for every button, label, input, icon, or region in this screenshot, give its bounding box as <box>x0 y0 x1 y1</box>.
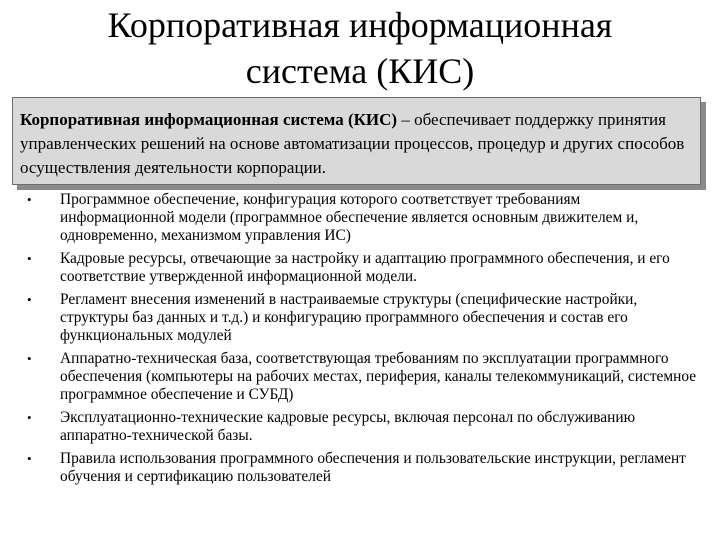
list-item-text: Аппаратно-техническая база, соответствующая требованиям по эксплуатации программного обеспечения (компьютеры на рабочих местах, периферия, каналы телекоммуникаций, системное программное обеспечение и СУБД) <box>60 350 697 403</box>
title-line-1: Корпоративная информационная <box>107 5 613 45</box>
bullet-icon: • <box>27 292 32 307</box>
list-item-text: Программное обеспечение, конфигурация которого соответствует требованиям информационной модели (программное обеспечение является основным движителем и, одновременно, механизмом управления ИС) <box>60 191 639 244</box>
bullet-icon: • <box>27 351 32 366</box>
list-item <box>22 250 698 286</box>
list-item <box>22 350 698 404</box>
definition-box <box>12 97 701 185</box>
bullet-icon: • <box>27 192 32 207</box>
components-list <box>22 191 698 491</box>
list-item <box>22 291 698 345</box>
list-item-text: Регламент внесения изменений в настраиваемые структуры (специфические настройки, структуры баз данных и т.д.) и конфигурацию программного обеспечения и состав его функциональных модулей <box>60 291 638 344</box>
definition-text: – обеспечивает поддержку принятия управленческих решений на основе автоматизации процессов, процедур и других способов осуществления деятельности корпорации. <box>20 110 685 177</box>
list-item <box>22 450 698 486</box>
title-line-2: система (КИС) <box>245 51 475 91</box>
list-item-text: Эксплуатационно-технические кадровые ресурсы, включая персонал по обслуживанию аппаратно-технической базы. <box>60 409 636 444</box>
bullet-icon: • <box>27 251 32 266</box>
bullet-icon: • <box>27 451 32 466</box>
slide-title <box>0 2 720 94</box>
list-item-text: Правила использования программного обеспечения и пользовательские инструкции, регламент обучения и сертификацию пользователей <box>60 450 686 485</box>
definition-term: Корпоративная информационная система (КИС) <box>20 110 398 129</box>
list-item <box>22 409 698 445</box>
list-item-text: Кадровые ресурсы, отвечающие за настройку и адаптацию программного обеспечения, и его соответствие утвержденной информационной модели. <box>60 250 670 285</box>
bullet-icon: • <box>27 410 32 425</box>
list-item <box>22 191 698 245</box>
